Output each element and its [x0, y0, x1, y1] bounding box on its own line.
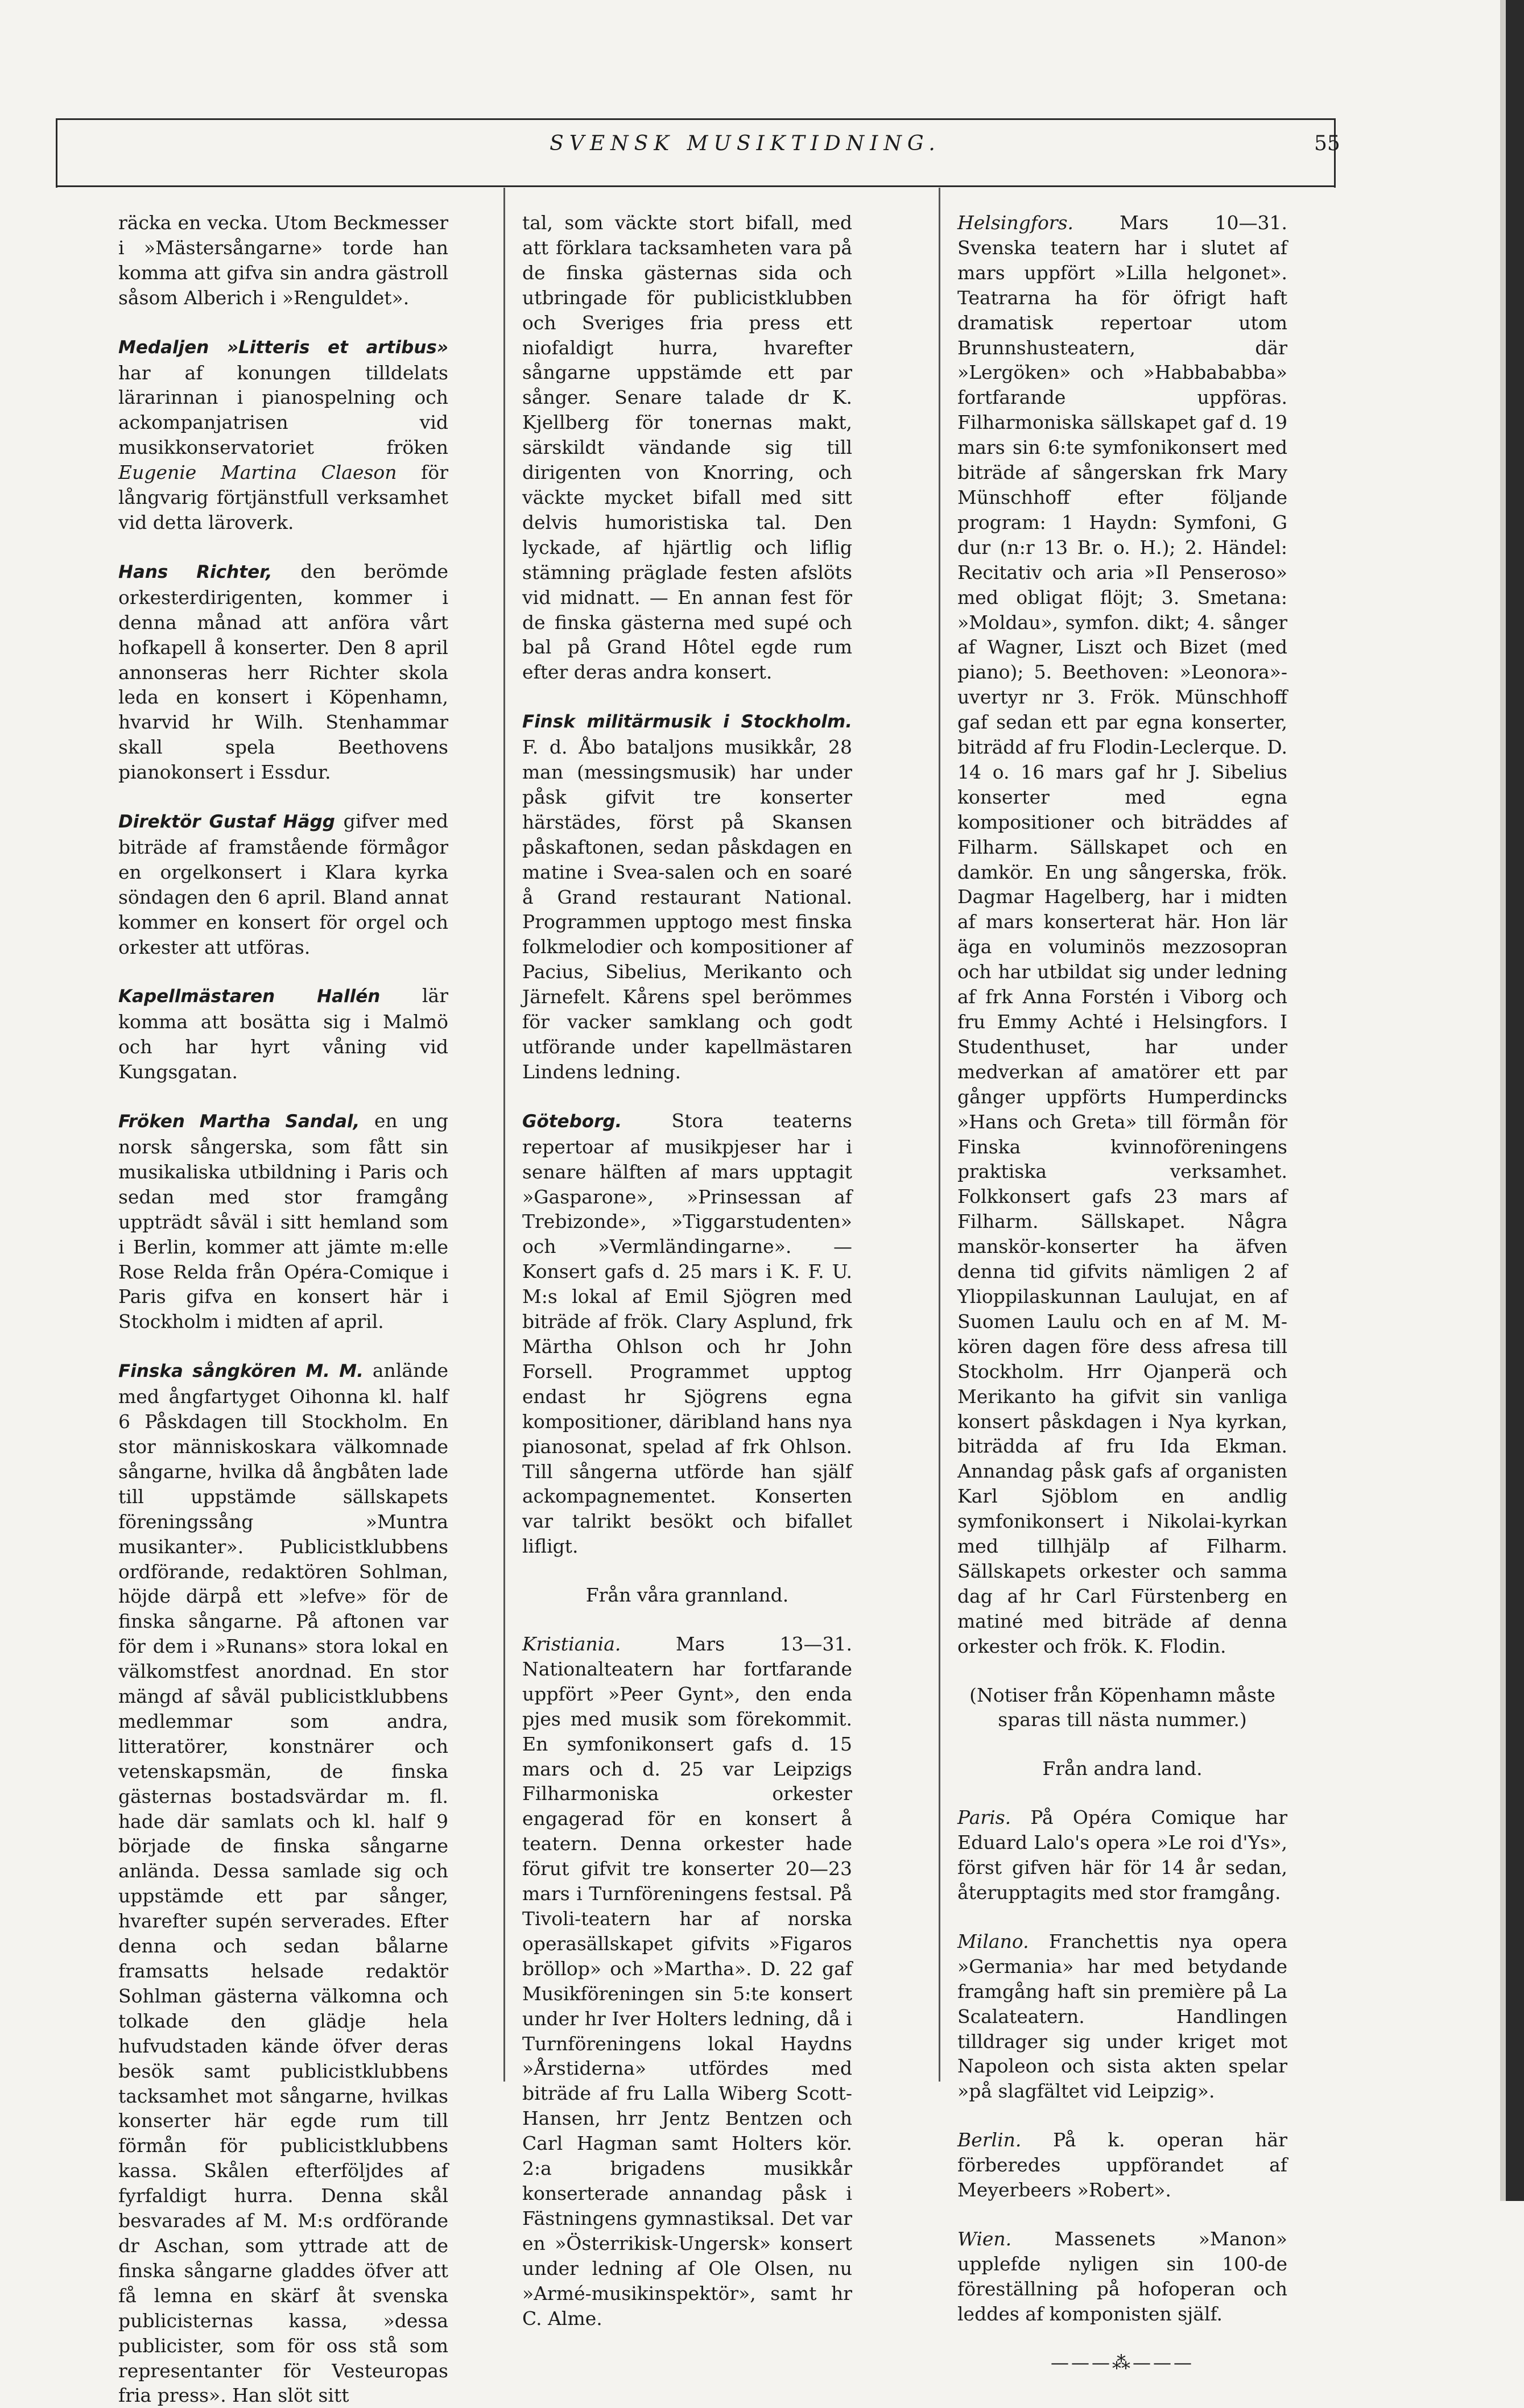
article: Kristiania. Mars 13—31. Nationalteatern har fortfarande uppfört »Peer Gynt», den enda pjes med musik som förekommit. En symfonikonsert gafs d. 15 mars och d. 25 var Leipzigs Filharmoniska orkester engagerad för en konsert å teatern. Denna orkester hade förut gifvit tre konserter 20—23 mars i Turnföreningens festsal. På Tivoli-teatern har af norska operasällskapet gifvits »Figaros bröllop» och »Martha». D. 22 gaf Musikföreningen sin 5:te konsert under hr Iver Holters ledning, då i Turnföreningens lokal Haydns »Årstiderna» utfördes med biträde af fru Lalla Wiberg Scott-Hansen, hrr Jentz Bentzen och Carl Hagman samt Holters kör. 2:a brigadens musikkår konserterade annandag påsk i Fästningens gymnastiksal. Det var en »Österrikisk-Ungersk» konsert under ledning af Ole Olsen, nu »Armé-musikinspektör», samt hr C. Alme.	[522, 1633, 852, 2330]
article-heading: Finska sångkören M. M.	[118, 1361, 364, 1382]
running-title: SVENSK MUSIKTIDNING.	[550, 132, 941, 155]
article: Berlin. På k. operan här förberedes uppförandet af Meyerbeers »Robert».	[957, 2129, 1287, 2202]
article: Wien. Massenets »Manon» upplefde nyligen sin 100-de föreställning på hofoperan och leddes af komponisten själf.	[957, 2227, 1287, 2325]
editorial-note: (Notiser från Köpenhamn måste sparas till nästa nummer.)	[969, 1683, 1275, 1731]
column-divider-2	[939, 188, 940, 2082]
article-heading: Göteborg.	[522, 1111, 622, 1132]
section-heading: Från våra grannland.	[585, 1584, 789, 1607]
header-top-rule	[56, 118, 1336, 120]
article-heading: Wien.	[957, 2227, 1012, 2250]
page-number: 55	[1314, 132, 1340, 155]
column-1	[118, 210, 448, 2408]
article-heading: Helsingfors.	[957, 212, 1074, 234]
article: Direktör Gustaf Hägg gifver med biträde af framstående förmågor en orgelkonsert i Klara kyrka söndagen den 6 april. Bland annat kommer en konsert för orgel och orkester att utföras.	[118, 810, 449, 958]
article: Helsingfors. Mars 10—31. Svenska teatern har i slutet af mars uppfört »Lilla helgonet». Teatrarna ha för öfrigt haft dramatisk repertoar utom Brunnshusteatern, där »Lergöken» och »Habbababba» fortfarande uppföras. Filharmoniska sällskapet gaf d. 19 mars sin 6:te symfonikonsert med biträde af sångerskan frk Mary Münschhoff efter följande program: 1 Haydn: Symfoni, G dur (n:r 13 Br. o. H.); 2. Händel: Recitativ och aria »Il Penseroso» med obligat flöjt; 3. Smetana: »Moldau», symfon. dikt; 4. sånger af Wagner, Liszt och Bizet (med piano); 5. Beethoven: »Leonora»-uvertyr nr 3. Frök. Münschhoff gaf sedan ett par egna konserter, biträdd af fru Flodin-Leclerque. D. 14 o. 16 mars gaf hr J. Sibelius konserter med egna kompositioner och biträddes af Filharm. Sällskapet och en damkör. En ung sångerska, frök. Dagmar Hagelberg, har i midten af mars konserterat här. Hon lär äga en voluminös mezzosopran och har utbildat sig under ledning af frk Anna Forstén i Viborg och fru Emmy Achté i Helsingfors. I Studenthuset, har under medverkan af amatörer ett par gånger uppförts Humperdincks »Hans och Greta» till förmån för Finska kvinnoföreningens praktiska verksamhet. Folkkonsert gafs 23 mars af Filharm. Sällskapet. Några manskör-konserter ha äfven denna tid gifvits nämligen 2 af Ylioppilaskunnan Laulujat, en af Suomen Laulu och en af M. M-kören dagen före dess afresa till Stockholm. Hrr Ojanperä och Merikanto ha gifvit sin vanliga konsert påskdagen i Nya kyrkan, biträdda af fru Ida Ekman. Annandag påsk gafs af organisten Karl Sjöblom en andlig symfonikonsert i Nikolai-kyrkan med tillhjälp af Filharm. Sällskapets orkester och samma dag af hr Carl Fürstenberg en matiné med biträde af denna orkester och frök. K. Flodin.	[957, 212, 1287, 1657]
article-heading: Medaljen »Litteris et artibus»	[118, 337, 448, 358]
article-heading: Milano.	[957, 1930, 1029, 1952]
article-heading: Berlin.	[957, 2129, 1022, 2152]
header-bottom-rule	[56, 185, 1336, 187]
article-heading: Fröken Martha Sandal,	[118, 1111, 360, 1132]
article-heading: Kristiania.	[522, 1633, 621, 1656]
end-ornament: ———⁂———	[1051, 2351, 1194, 2373]
article: Paris. På Opéra Comique har Eduard Lalo's opera »Le roi d'Ys», först gifven här för 14 år sedan, återupptagits med stor framgång.	[957, 1806, 1287, 1904]
article-heading: Paris.	[957, 1806, 1011, 1829]
article: Hans Richter, den berömde orkesterdirigenten, kommer i denna månad att anföra vårt hofkapell å konserter. Den 8 april annonseras herr Richter skola leda en konsert i Köpenhamn, hvarvid hr Wilh. Stenhammar skall spela Beethovens pianokonsert i Essdur.	[118, 560, 448, 784]
article: Fröken Martha Sandal, en ung norsk sångerska, som fått sin musikaliska utbildning i Paris och sedan med stor framgång uppträdt såväl i sitt hemland som i Berlin, kommer att jämte m:elle Rose Relda från Opéra-Comique i Paris gifva en konsert här i Stockholm i midten af april.	[118, 1110, 448, 1333]
article: Milano. Franchettis nya opera »Germania» har med betydande framgång haft sin première på La Scalateatern. Handlingen tilldrager sig under kriget mot Napoleon och sista akten spelar »på slagfältet vid Leipzig».	[957, 1930, 1287, 2103]
article-heading: Hans Richter,	[118, 561, 272, 582]
column-3	[957, 210, 1287, 2376]
section-heading: Från andra land.	[1042, 1757, 1203, 1780]
article: Göteborg. Stora teaterns repertoar af musikpjeser har i senare hälften af mars upptagit »Gasparone», »Prinsessan af Trebizonde», »Tiggarstudenten» och »Vermländingarne». — Konsert gafs d. 25 mars i K. F. U. M:s lokal af Emil Sjögren med biträde af frök. Clary Asplund, frk Märtha Ohlson och hr John Forsell. Programmet upptog endast hr Sjögrens egna kompositioner, däribland hans nya pianosonat, spelad af frk Ohlson. Till sångerna utförde han själf ackompagnementet. Konserten var talrikt besökt och bifallet lifligt.	[522, 1109, 852, 1558]
article: Medaljen »Litteris et artibus» har af konungen tilldelats lärarinnan i pianospelning och ackompanjatrisen vid musikkonservatoriet fröken Eugenie Martina Claeson för långvarig förtjänstfull verksamhet vid detta läroverk.	[118, 337, 448, 533]
article: räcka en vecka. Utom Beckmesser i »Mästersångarne» torde han komma att gifva sin andra gästroll såsom Alberich i »Renguldet».	[118, 212, 448, 309]
page-gutter	[1500, 0, 1506, 2201]
article: Finsk militärmusik i Stockholm. F. d. Åbo bataljons musikkår, 28 man (messingsmusik) har under påsk gifvit tre konserter härstädes, först på Skansen påskaftonen, sedan påskdagen en matine i Svea-salen och en soaré å Grand restaurant National. Programmen upptogo mest finska folkmelodier och kompositioner af Pacius, Sibelius, Merikanto och Järnefelt. Kårens spel berömmes för vacker samklang och godt utförande under kapellmästaren Lindens ledning.	[522, 711, 852, 1083]
article: tal, som väckte stort bifall, med att förklara tacksamheten vara på de finska gästernas sida och utbringade för publicistklubben och Sveriges fria press ett niofaldigt hurra, hvarefter sångarne uppstämde ett par sånger. Senare talade dr K. Kjellberg för tonernas makt, särskildt vändande sig till dirigenten von Knorring, och väckte mycket bifall med sitt delvis humoristiska tal. Den lyckade, af hjärtlig och liflig stämning präglade festen afslöts vid midnatt. — En annan fest för de finska gästerna med supé och bal på Grand Hôtel egde rum efter deras andra konsert.	[522, 212, 852, 684]
column-2	[522, 210, 852, 2331]
scan-edge	[1506, 0, 1524, 2201]
article: Finska sångkören M. M. anlände med ångfartyget Oihonna kl. half 6 Påskdagen till Stockholm. En stor människoskara välkomnade sångarne, hvilka då ångbåten lade till uppstämde sällskapets föreningssång »Muntra musikanter». Publicistklubbens ordförande, redaktören Sohlman, höjde därpå ett »lefve» för de finska sångarne. På aftonen var för dem i »Runans» stora lokal en välkomstfest anordnad. En stor mängd af såväl publicistklubbens medlemmar som andra, litteratörer, konstnärer och vetenskapsmän, de finska gästernas bostadsvärdar m. fl. hade där samlats och kl. half 9 började de finska sångarne anlända. Dessa samlade sig och uppstämde ett par sånger, hvarefter supén serverades. Efter denna och sedan bålarne framsatts helsade redaktör Sohlman gästerna välkomna och tolkade den glädje hela hufvudstaden kände öfver deras besök samt publicistklubbens tacksamhet mot sångarne, hvilkas konserter här egde rum till förmån för publicistklubbens kassa. Skålen efterföljdes af fyrfaldigt hurra. Denna skål besvarades af M. M:s ordförande dr Aschan, som yttrade att de finska sångarne gladdes öfver att få lemna en skärf åt svenska publicisternas kassa, »dessa publicister, som för oss stå som representanter för Vesteuropas fria press». Han slöt sitt	[118, 1359, 448, 2407]
article: Kapellmästaren Hallén lär komma att bosätta sig i Malmö och har hyrt våning vid Kungsgatan.	[118, 984, 449, 1083]
article-heading: Direktör Gustaf Hägg	[118, 812, 335, 833]
article-heading: Kapellmästaren Hallén	[118, 986, 381, 1007]
column-divider-1	[503, 188, 505, 2082]
article-heading: Finsk militärmusik i Stockholm.	[522, 711, 852, 733]
